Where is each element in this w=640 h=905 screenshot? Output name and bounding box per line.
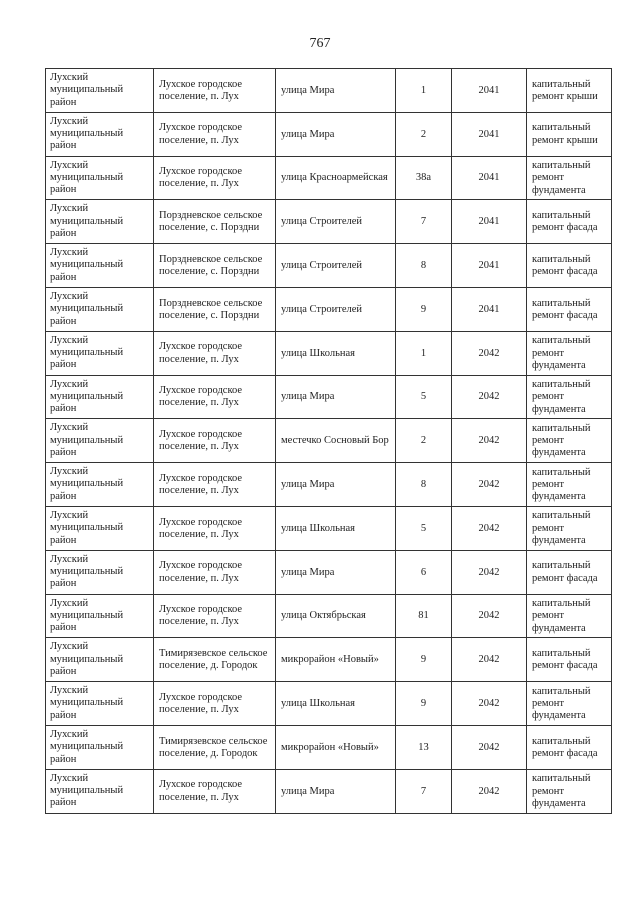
work-type-cell: капитальный ремонт фундамента	[527, 769, 612, 813]
settlement-cell: Лухское городское поселение, п. Лух	[154, 682, 276, 726]
street-cell: улица Школьная	[276, 506, 396, 550]
street-cell: улица Строителей	[276, 200, 396, 244]
house-number-cell: 5	[396, 506, 452, 550]
year-cell: 2042	[452, 463, 527, 507]
street-cell: улица Мира	[276, 112, 396, 156]
table-row	[46, 682, 612, 726]
work-type-cell: капитальный ремонт фундамента	[527, 331, 612, 375]
street-cell: улица Школьная	[276, 682, 396, 726]
registry-table	[45, 68, 612, 814]
table-body	[46, 69, 612, 814]
table-row	[46, 506, 612, 550]
work-type-cell: капитальный ремонт фасада	[527, 200, 612, 244]
street-cell: улица Мира	[276, 463, 396, 507]
work-type-cell: капитальный ремонт фундамента	[527, 463, 612, 507]
house-number-cell: 1	[396, 331, 452, 375]
district-cell: Лухский муниципальный район	[46, 506, 154, 550]
table-row	[46, 200, 612, 244]
settlement-cell: Тимирязевское сельское поселение, д. Городок	[154, 638, 276, 682]
year-cell: 2042	[452, 331, 527, 375]
house-number-cell: 9	[396, 638, 452, 682]
district-cell: Лухский муниципальный район	[46, 682, 154, 726]
house-number-cell: 2	[396, 112, 452, 156]
district-cell: Лухский муниципальный район	[46, 463, 154, 507]
district-cell: Лухский муниципальный район	[46, 244, 154, 288]
table-row	[46, 419, 612, 463]
settlement-cell: Тимирязевское сельское поселение, д. Городок	[154, 725, 276, 769]
work-type-cell: капитальный ремонт фундамента	[527, 375, 612, 419]
work-type-cell: капитальный ремонт крыши	[527, 112, 612, 156]
settlement-cell: Порздневское сельское поселение, с. Порздни	[154, 200, 276, 244]
year-cell: 2042	[452, 682, 527, 726]
year-cell: 2042	[452, 769, 527, 813]
district-cell: Лухский муниципальный район	[46, 594, 154, 638]
district-cell: Лухский муниципальный район	[46, 375, 154, 419]
table-row	[46, 331, 612, 375]
year-cell: 2042	[452, 506, 527, 550]
settlement-cell: Лухское городское поселение, п. Лух	[154, 331, 276, 375]
district-cell: Лухский муниципальный район	[46, 769, 154, 813]
work-type-cell: капитальный ремонт фасада	[527, 638, 612, 682]
district-cell: Лухский муниципальный район	[46, 331, 154, 375]
house-number-cell: 2	[396, 419, 452, 463]
street-cell: улица Красноармейская	[276, 156, 396, 200]
work-type-cell: капитальный ремонт фундамента	[527, 594, 612, 638]
street-cell: улица Школьная	[276, 331, 396, 375]
house-number-cell: 9	[396, 682, 452, 726]
house-number-cell: 5	[396, 375, 452, 419]
house-number-cell: 8	[396, 244, 452, 288]
house-number-cell: 13	[396, 725, 452, 769]
year-cell: 2042	[452, 550, 527, 594]
settlement-cell: Лухское городское поселение, п. Лух	[154, 375, 276, 419]
settlement-cell: Лухское городское поселение, п. Лух	[154, 594, 276, 638]
table-row	[46, 594, 612, 638]
district-cell: Лухский муниципальный район	[46, 156, 154, 200]
year-cell: 2041	[452, 112, 527, 156]
house-number-cell: 7	[396, 200, 452, 244]
house-number-cell: 38а	[396, 156, 452, 200]
settlement-cell: Порздневское сельское поселение, с. Порздни	[154, 244, 276, 288]
house-number-cell: 9	[396, 287, 452, 331]
settlement-cell: Лухское городское поселение, п. Лух	[154, 69, 276, 113]
year-cell: 2042	[452, 594, 527, 638]
work-type-cell: капитальный ремонт фундамента	[527, 419, 612, 463]
house-number-cell: 81	[396, 594, 452, 638]
settlement-cell: Порздневское сельское поселение, с. Порздни	[154, 287, 276, 331]
street-cell: улица Строителей	[276, 244, 396, 288]
year-cell: 2041	[452, 69, 527, 113]
page-number: 767	[309, 36, 331, 51]
district-cell: Лухский муниципальный район	[46, 638, 154, 682]
street-cell: улица Строителей	[276, 287, 396, 331]
district-cell: Лухский муниципальный район	[46, 725, 154, 769]
work-type-cell: капитальный ремонт фасада	[527, 244, 612, 288]
house-number-cell: 8	[396, 463, 452, 507]
work-type-cell: капитальный ремонт фасада	[527, 550, 612, 594]
year-cell: 2041	[452, 156, 527, 200]
house-number-cell: 1	[396, 69, 452, 113]
house-number-cell: 7	[396, 769, 452, 813]
table-row	[46, 463, 612, 507]
table-row	[46, 725, 612, 769]
street-cell: улица Мира	[276, 550, 396, 594]
table-row	[46, 550, 612, 594]
year-cell: 2041	[452, 287, 527, 331]
table-row	[46, 156, 612, 200]
street-cell: местечко Сосновый Бор	[276, 419, 396, 463]
district-cell: Лухский муниципальный район	[46, 419, 154, 463]
work-type-cell: капитальный ремонт фасада	[527, 725, 612, 769]
table-row	[46, 69, 612, 113]
settlement-cell: Лухское городское поселение, п. Лух	[154, 550, 276, 594]
table-row	[46, 638, 612, 682]
year-cell: 2042	[452, 375, 527, 419]
work-type-cell: капитальный ремонт фундамента	[527, 156, 612, 200]
year-cell: 2041	[452, 244, 527, 288]
settlement-cell: Лухское городское поселение, п. Лух	[154, 506, 276, 550]
district-cell: Лухский муниципальный район	[46, 550, 154, 594]
work-type-cell: капитальный ремонт крыши	[527, 69, 612, 113]
house-number-cell: 6	[396, 550, 452, 594]
settlement-cell: Лухское городское поселение, п. Лух	[154, 112, 276, 156]
settlement-cell: Лухское городское поселение, п. Лух	[154, 156, 276, 200]
district-cell: Лухский муниципальный район	[46, 287, 154, 331]
street-cell: улица Октябрьская	[276, 594, 396, 638]
table-row	[46, 769, 612, 813]
district-cell: Лухский муниципальный район	[46, 69, 154, 113]
street-cell: микрорайон «Новый»	[276, 725, 396, 769]
year-cell: 2042	[452, 638, 527, 682]
street-cell: микрорайон «Новый»	[276, 638, 396, 682]
district-cell: Лухский муниципальный район	[46, 112, 154, 156]
table-row	[46, 287, 612, 331]
street-cell: улица Мира	[276, 69, 396, 113]
year-cell: 2042	[452, 419, 527, 463]
year-cell: 2042	[452, 725, 527, 769]
table-row	[46, 112, 612, 156]
street-cell: улица Мира	[276, 769, 396, 813]
settlement-cell: Лухское городское поселение, п. Лух	[154, 463, 276, 507]
table-row	[46, 375, 612, 419]
work-type-cell: капитальный ремонт фасада	[527, 287, 612, 331]
district-cell: Лухский муниципальный район	[46, 200, 154, 244]
settlement-cell: Лухское городское поселение, п. Лух	[154, 769, 276, 813]
settlement-cell: Лухское городское поселение, п. Лух	[154, 419, 276, 463]
table-row	[46, 244, 612, 288]
work-type-cell: капитальный ремонт фундамента	[527, 682, 612, 726]
year-cell: 2041	[452, 200, 527, 244]
work-type-cell: капитальный ремонт фундамента	[527, 506, 612, 550]
street-cell: улица Мира	[276, 375, 396, 419]
